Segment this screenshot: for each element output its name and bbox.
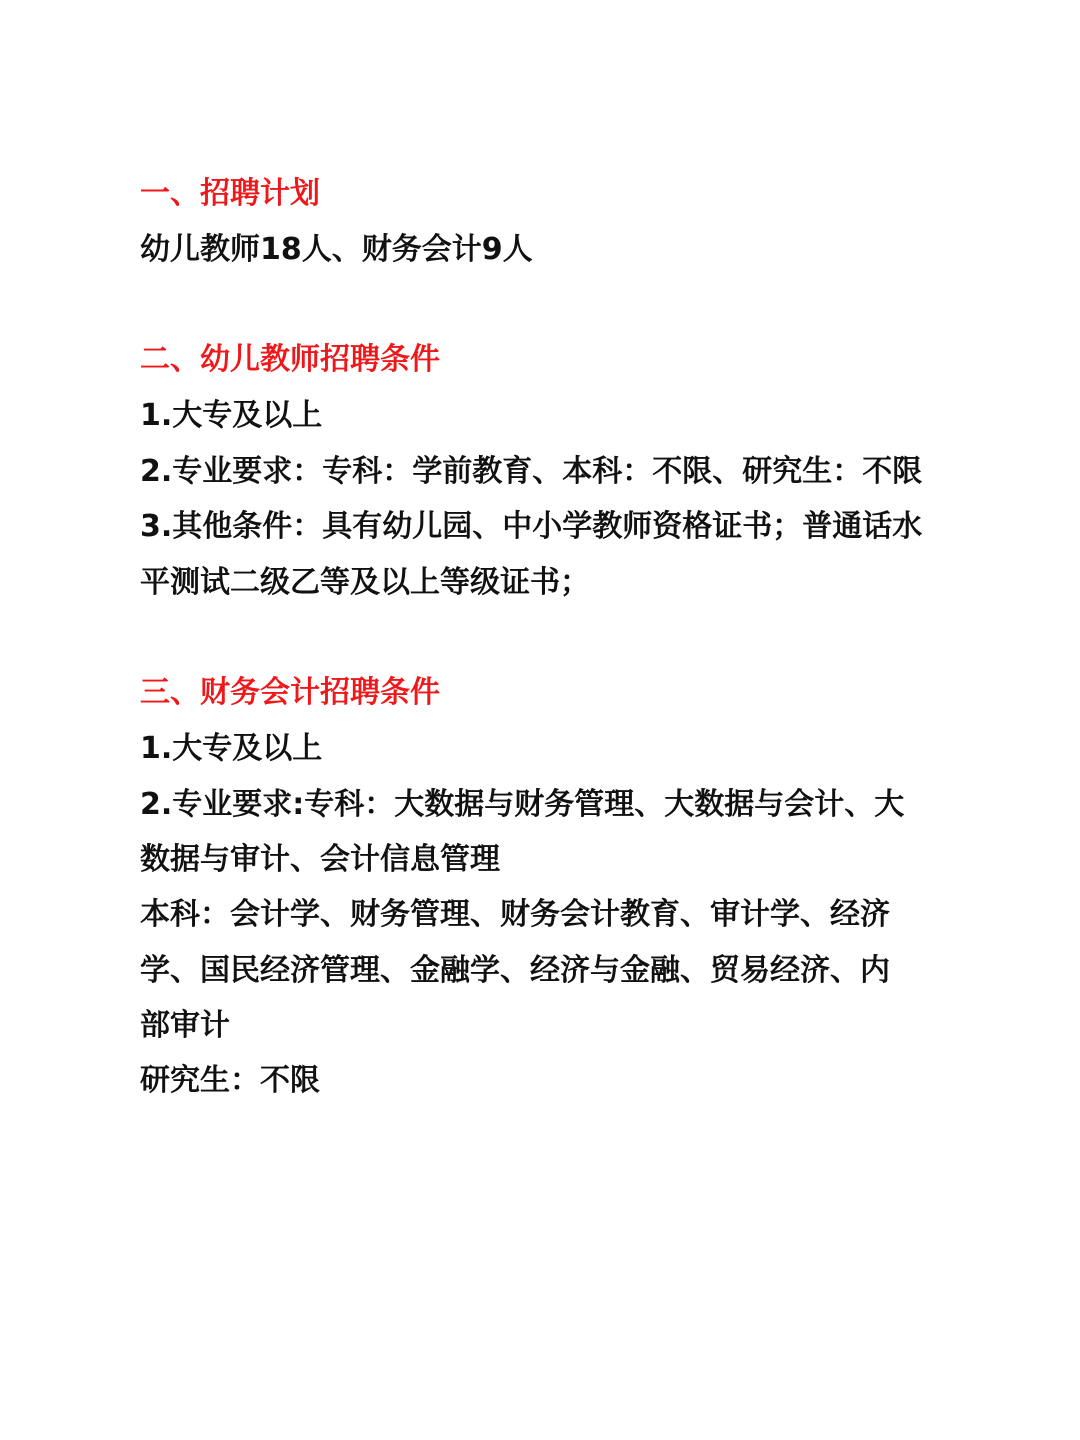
section-text-line: 1.大专及以上 xyxy=(140,398,323,433)
section-text-line: 平测试二级乙等及以上等级证书； xyxy=(140,565,590,600)
section-text-line: 研究生：不限 xyxy=(140,1063,320,1098)
section-text-line: 3.其他条件：具有幼儿园、中小学教师资格证书；普通话水 xyxy=(140,509,923,544)
section-text-line: 学、国民经济管理、金融学、经济与金融、贸易经济、内 xyxy=(140,953,890,988)
section-heading-teacher-conditions: 二、幼儿教师招聘条件 xyxy=(140,342,440,377)
section-text-line: 幼儿教师18人、财务会计9人 xyxy=(140,232,533,267)
section-text-line: 2.专业要求:专科：大数据与财务管理、大数据与会计、大 xyxy=(140,787,905,822)
section-text-line: 2.专业要求：专科：学前教育、本科：不限、研究生：不限 xyxy=(140,454,923,489)
section-text-line: 部审计 xyxy=(140,1008,230,1043)
section-heading-accountant-conditions: 三、财务会计招聘条件 xyxy=(140,675,440,710)
section-text-line: 本科：会计学、财务管理、财务会计教育、审计学、经济 xyxy=(140,897,890,932)
section-text-line: 数据与审计、会计信息管理 xyxy=(140,842,500,877)
section-heading-recruitment-plan: 一、招聘计划 xyxy=(140,176,320,211)
section-text-line: 1.大专及以上 xyxy=(140,731,323,766)
